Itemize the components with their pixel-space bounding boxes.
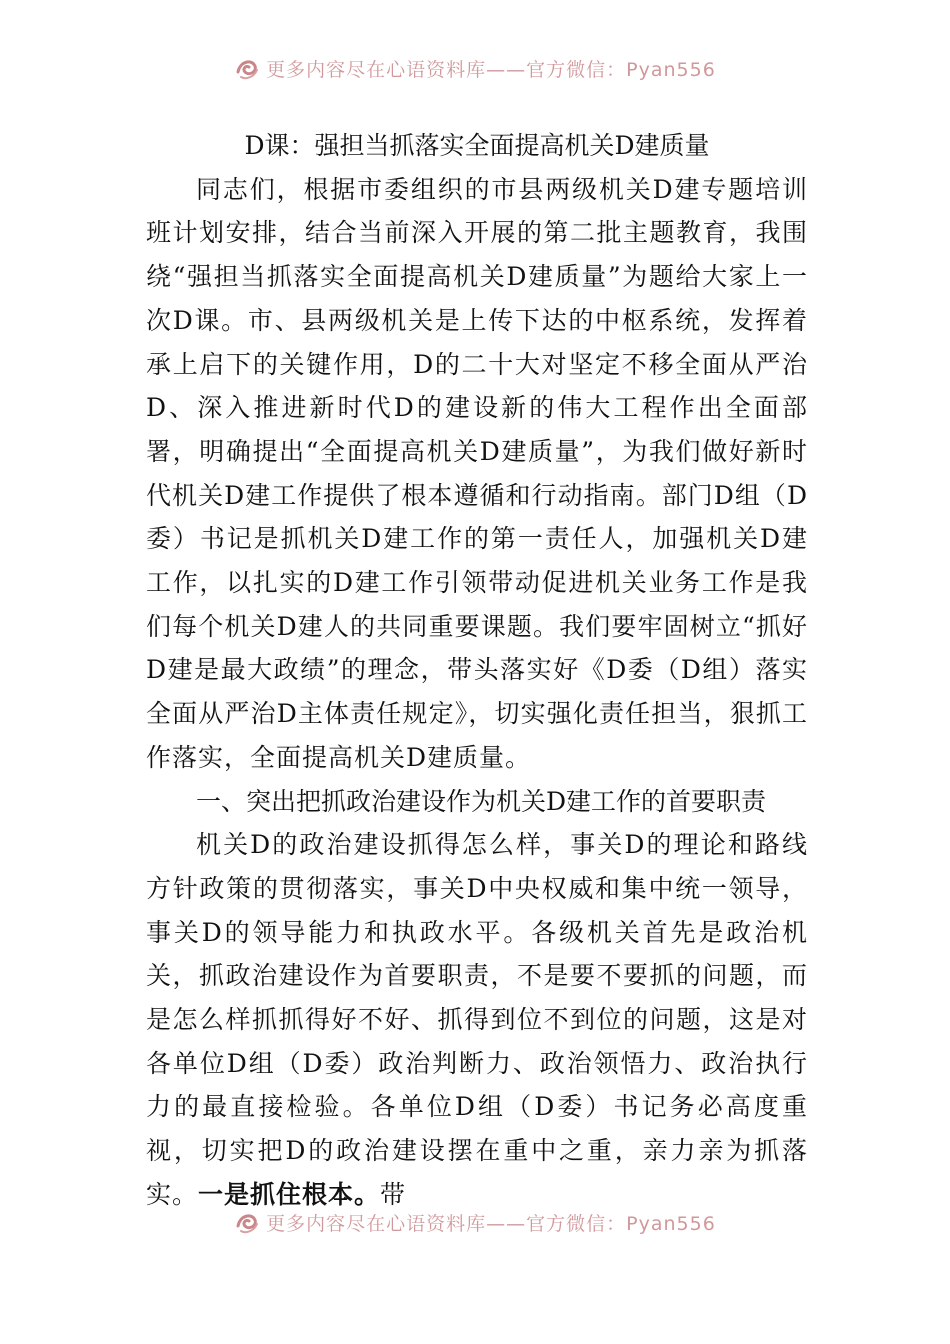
section-paragraph (146, 823, 808, 1216)
bold-lead: 一是抓住根本。 (198, 1179, 381, 1209)
watermark-text: 更多内容尽在心语资料库——官方微信：Pyan556 (266, 58, 716, 81)
section-heading: 一、突出把抓政治建设作为机关D建工作的首要职责 (196, 786, 767, 816)
document-body (146, 124, 808, 1217)
intro-paragraph: 同志们，根据市委组织的市县两级机关D建专题培训班计划安排，结合当前深入开展的第二批主题教育，我围绕“强担当抓落实全面提高机关D建质量”为题给大家上一次D课。市、县两级机关是上传下达的中枢系统，发挥着承上启下的关键作用，D的二十大对坚定不移全面从严治D、深入推进新时代D的建设新的伟大工程作出全面部署，明确提出“全面提高机关D建质量”，为我们做好新时代机关D建工作提供了根本遵循和行动指南。部门D组（D委）书记是抓机关D建工作的第一责任人，加强机关D建工作，以扎实的D建工作引领带动促进机关业务工作是我们每个机关D建人的共同重要课题。我们要牢固树立“抓好D建是最大政绩”的理念，带头落实好《D委（D组）落实全面从严治D主体责任规定》，切实强化责任担当，狠抓工作落实，全面提高机关D建质量。 (146, 174, 808, 772)
document-title: D课：强担当抓落实全面提高机关D建质量 (244, 131, 710, 160)
trailing-text: 带 (380, 1179, 407, 1209)
footer-watermark (0, 1202, 950, 1242)
section-paragraph-text: 机关D的政治建设抓得怎么样，事关D的理论和路线方针政策的贯彻落实，事关D中央权威和集中统一领导，事关D的领导能力和执政水平。各级机关首先是政治机关，抓政治建设作为首要职责，不是要不要抓的问题，而是怎么样抓抓得好不好、抓得到位不到位的问题，这是对各单位D组（D委）政治判断力、政治领悟力、政治执行力的最直接检验。各单位D组（D委）书记务必高度重视，切实把D的政治建设摆在重中之重，亲力亲为抓落实。 (146, 830, 808, 1209)
swirl-logo-icon (234, 55, 260, 81)
watermark-text: 更多内容尽在心语资料库——官方微信：Pyan556 (266, 1212, 716, 1235)
header-watermark (0, 48, 950, 88)
swirl-logo-icon (234, 1209, 260, 1235)
